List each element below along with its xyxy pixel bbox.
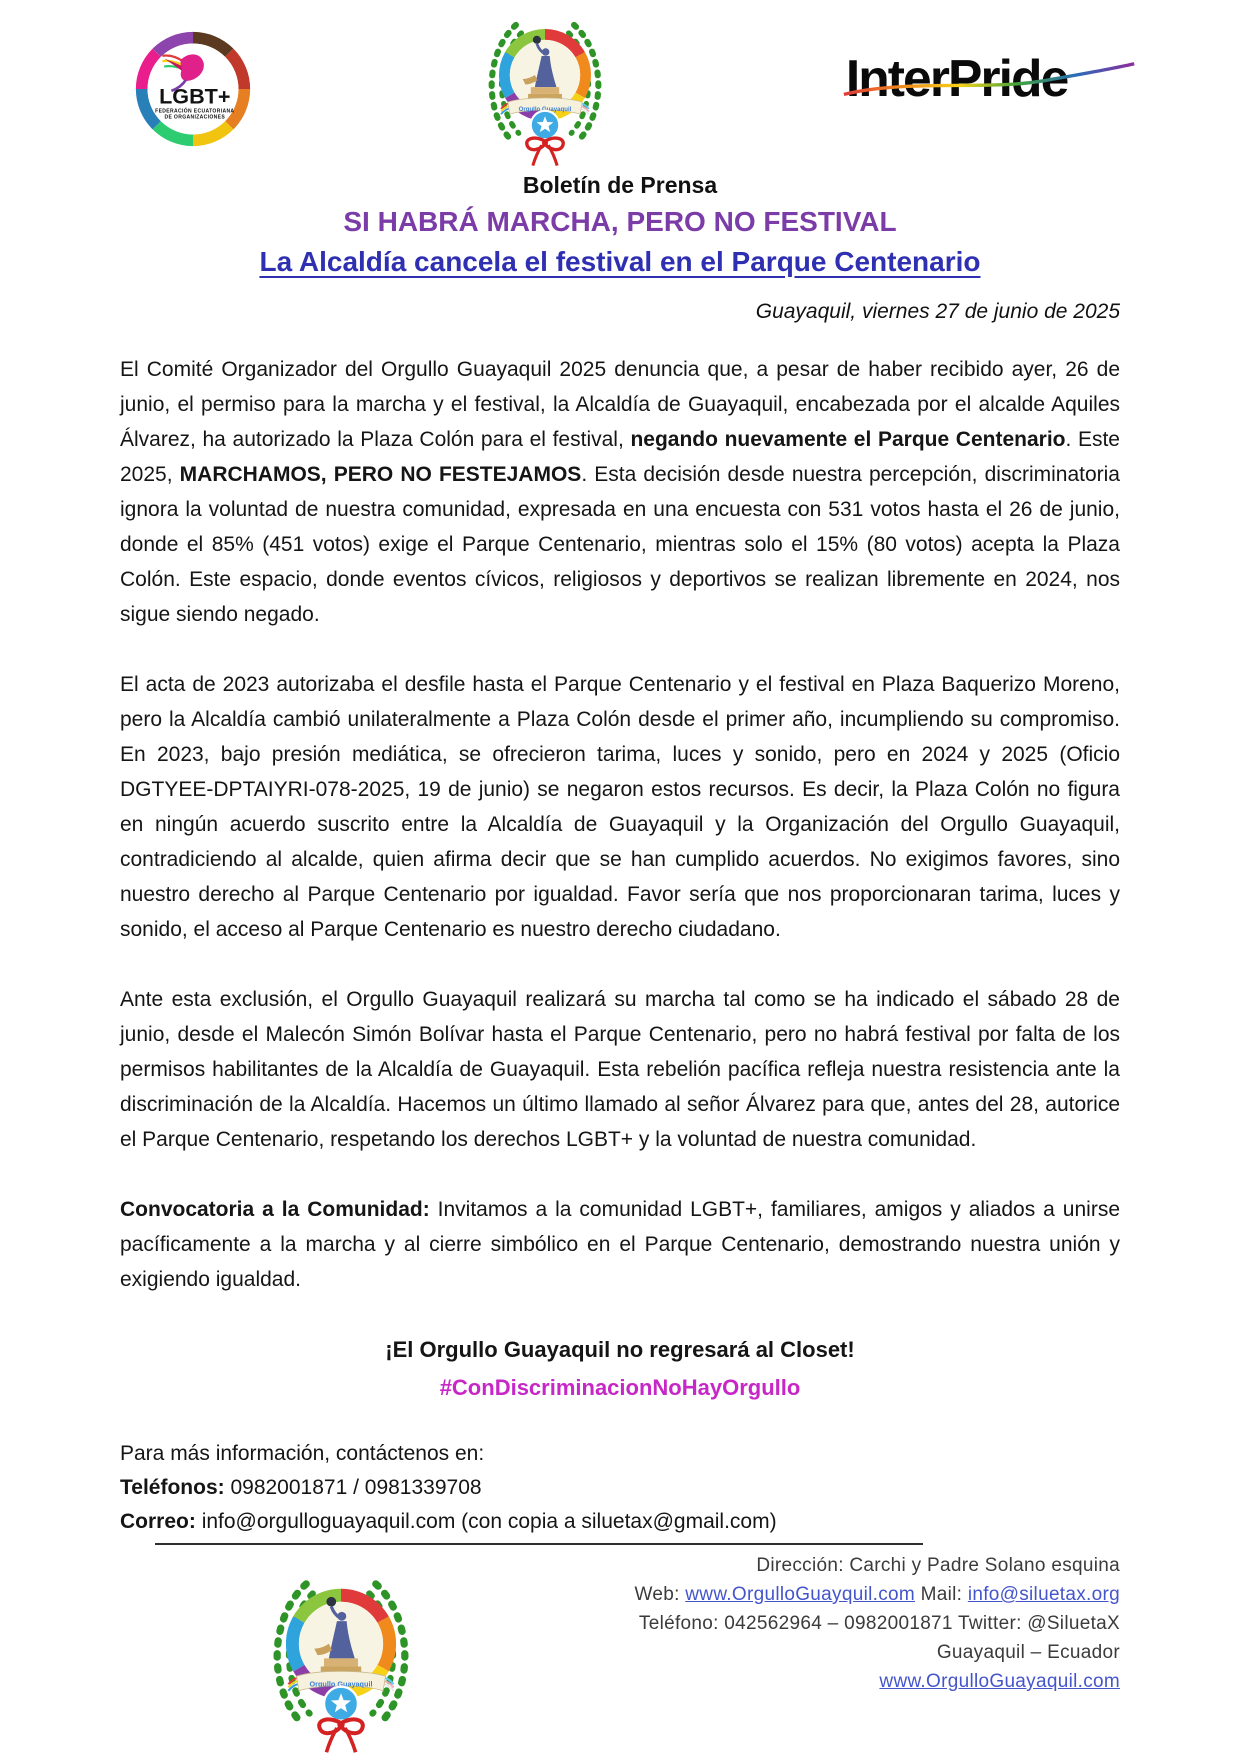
footer-site-link[interactable]: www.OrgulloGuayaquil.com — [879, 1671, 1120, 1692]
orgullo-guayaquil-logo — [474, 10, 616, 167]
lgbt-acronym-text: LGBT+ — [159, 83, 231, 109]
lgbt-federation-logo — [126, 26, 260, 152]
footer-web-mail-line — [634, 1580, 1120, 1609]
email-value: info@orgulloguayaquil.com (con copia a siluetax@gmail.com) — [201, 1510, 777, 1533]
footer-phone-line: Teléfono: 042562964 – 0982001871 Twitter: @SiluetaX — [638, 1613, 1120, 1634]
press-release-body — [120, 352, 1120, 1539]
paragraph-acta-2023: El acta de 2023 autorizaba el desfile hasta el Parque Centenario y el festival en Plaza Baquerizo Moreno, pero la Alcaldía cambió unilateralmente a Plaza Colón desde el primer año, incumpliendo su compromiso. En 2023, bajo presión mediática, se ofrecieron tarima, luces y sonido, pero en 2024 y 2025 (Oficio DGTYEE-DPTAIYRI-078-2025, 19 de junio) se negaron estos recursos. Es decir, la Plaza Colón no figura en ningún acuerdo suscrito entre la Alcaldía de Guayaquil y la Organización del Orgullo Guayaquil, contradiciendo al alcalde, quien afirma decir que se han cumplido acuerdos. No exigimos favores, sino nuestro derecho al Parque Centenario por igualdad. Favor sería que nos proporcionaran tarima, luces y sonido, el acceso al Parque Centenario es nuestro derecho ciudadano. — [120, 673, 1120, 941]
phones-label: Teléfonos: — [120, 1476, 225, 1499]
lgbt-subtext-line1: FEDERACIÓN ECUATORIANA — [155, 108, 235, 115]
paragraph-marcha: Ante esta exclusión, el Orgullo Guayaquil realizará su marcha tal como se ha indicado el sábado 28 de junio, desde el Malecón Simón Bolívar hasta el Parque Centenario, pero no habrá festival por falta de los permisos habilitantes de la Alcaldía de Guayaquil. Esta rebelión pacífica refleja nuestra resistencia ante la discriminación de la Alcaldía. Hacemos un último llamado al señor Álvarez para que, antes del 28, autorice el Parque Centenario, respetando los derechos LGBT+ y la voluntad de nuestra comunidad. — [120, 988, 1120, 1151]
lgbt-subtext-line2: DE ORGANIZACIONES — [164, 114, 226, 121]
footer-address: Dirección: Carchi y Padre Solano esquina — [756, 1555, 1120, 1576]
footer-web-label: Web: — [634, 1584, 680, 1605]
slogan-text: ¡El Orgullo Guayaquil no regresará al Closet! — [385, 1337, 855, 1362]
dateline: Guayaquil, viernes 27 de junio de 2025 — [755, 300, 1120, 323]
headline-secondary: La Alcaldía cancela el festival en el Parque Centenario — [259, 246, 981, 277]
headline-primary: SI HABRÁ MARCHA, PERO NO FESTIVAL — [343, 206, 897, 237]
contact-email-line — [120, 1505, 1120, 1539]
contact-intro: Para más información, contáctenos en: — [120, 1442, 485, 1465]
paragraph-denuncia: El Comité Organizador del Orgullo Guayaquil 2025 denuncia que, a pesar de haber recibido ayer, 26 de junio, el permiso para la marcha y el festival, la Alcaldía de Guayaquil, encabezada por el alcalde Aquiles Álvarez, ha autorizado la Plaza Colón para el festival, negando nuevamente el Parque Centenario. Este 2025, MARCHAMOS, PERO NO FESTEJAMOS. Esta decisión desde nuestra percepción, discriminatoria ignora la voluntad de nuestra comunidad, expresada en una encuesta con 531 votos hasta el 26 de junio, donde el 85% (451 votos) exige el Parque Centenario, mientras solo el 15% (80 votos) acepta la Plaza Colón. Este espacio, donde eventos cívicos, religiosos y deportivos se realizan libremente en 2024, nos sigue siendo negado. — [120, 358, 1120, 626]
title-block — [120, 172, 1120, 278]
phones-value: 0982001871 / 0981339708 — [230, 1476, 482, 1499]
contact-phones-line — [120, 1471, 1120, 1505]
footer-mail-link[interactable]: info@siluetax.org — [967, 1584, 1120, 1605]
footer-web-link[interactable]: www.OrgulloGuayquil.com — [685, 1584, 915, 1605]
document-type-title: Boletín de Prensa — [522, 172, 718, 198]
contact-block — [120, 1437, 1120, 1539]
footer-separator — [155, 1543, 923, 1545]
interpride-wordmark: InterPride — [845, 49, 1068, 108]
email-label: Correo: — [120, 1510, 196, 1533]
paragraph-convocatoria: Convocatoria a la Comunidad: Invitamos a la comunidad LGBT+, familiares, amigos y aliados a unirse pacíficamente a la marcha y al cierre simbólico en el Parque Centenario, demostrando nuestra unión y exigiendo igualdad. — [120, 1198, 1121, 1291]
footer-contact-block — [634, 1551, 1120, 1696]
footer-location: Guayaquil – Ecuador — [936, 1642, 1120, 1663]
footer-orgullo-guayaquil-logo — [256, 1566, 426, 1754]
interpride-logo — [842, 46, 1138, 114]
hashtag-text: #ConDiscriminacionNoHayOrgullo — [439, 1375, 801, 1400]
footer-mail-label: Mail: — [920, 1584, 963, 1605]
